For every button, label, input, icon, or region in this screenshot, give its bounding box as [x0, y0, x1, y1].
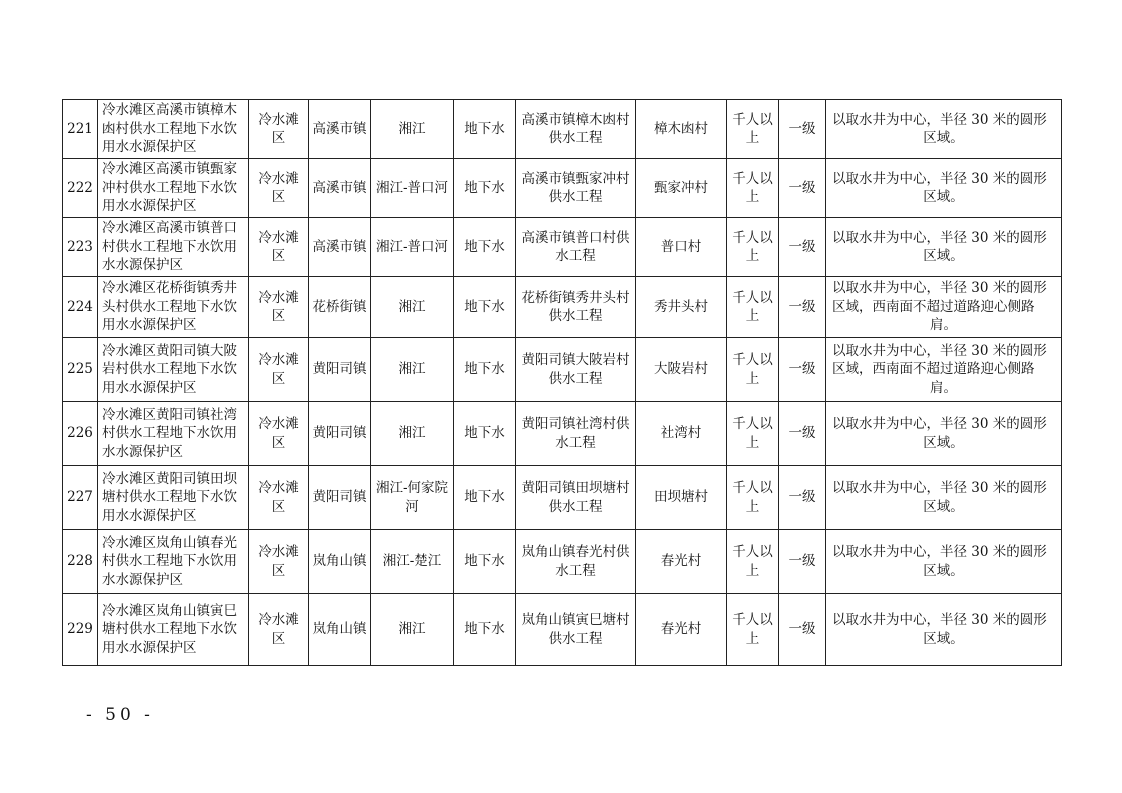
table-row — [63, 338, 1062, 402]
table-row — [63, 218, 1062, 277]
cell-water-type: 地下水 — [454, 402, 516, 466]
cell-source-name: 冷水滩区高溪市镇普口村供水工程地下水饮用水水源保护区 — [98, 218, 249, 277]
cell-project: 岚角山镇寅巳塘村供水工程 — [516, 594, 636, 666]
cell-town: 黄阳司镇 — [309, 466, 371, 530]
cell-village: 春光村 — [636, 530, 727, 594]
cell-source-name: 冷水滩区岚角山镇春光村供水工程地下水饮用水水源保护区 — [98, 530, 249, 594]
cell-town: 岚角山镇 — [309, 594, 371, 666]
cell-protection-range: 以取水井为中心，半径 30 米的圆形区域，西南面不超过道路迎心侧路肩。 — [826, 277, 1062, 338]
water-source-protection-table — [62, 99, 1062, 666]
table-row — [63, 277, 1062, 338]
cell-village: 田坝塘村 — [636, 466, 727, 530]
cell-number: 229 — [63, 594, 98, 666]
cell-town: 花桥街镇 — [309, 277, 371, 338]
cell-water-type: 地下水 — [454, 338, 516, 402]
cell-river: 湘江 — [371, 338, 454, 402]
table-body — [63, 100, 1062, 666]
cell-scale: 千人以上 — [727, 159, 779, 218]
cell-project: 高溪市镇甄家冲村供水工程 — [516, 159, 636, 218]
table-row — [63, 530, 1062, 594]
cell-district: 冷水滩区 — [249, 218, 309, 277]
cell-protection-range: 以取水井为中心，半径 30 米的圆形区域。 — [826, 100, 1062, 159]
cell-project: 花桥街镇秀井头村供水工程 — [516, 277, 636, 338]
cell-town: 黄阳司镇 — [309, 402, 371, 466]
cell-district: 冷水滩区 — [249, 277, 309, 338]
cell-water-type: 地下水 — [454, 277, 516, 338]
table-row — [63, 466, 1062, 530]
cell-village: 秀井头村 — [636, 277, 727, 338]
cell-level: 一级 — [779, 277, 826, 338]
cell-district: 冷水滩区 — [249, 466, 309, 530]
cell-village: 春光村 — [636, 594, 727, 666]
cell-village: 甄家冲村 — [636, 159, 727, 218]
cell-scale: 千人以上 — [727, 594, 779, 666]
cell-water-type: 地下水 — [454, 100, 516, 159]
cell-source-name: 冷水滩区高溪市镇樟木凼村供水工程地下水饮用水水源保护区 — [98, 100, 249, 159]
cell-source-name: 冷水滩区黄阳司镇社湾村供水工程地下水饮用水水源保护区 — [98, 402, 249, 466]
cell-river: 湘江 — [371, 100, 454, 159]
cell-number: 225 — [63, 338, 98, 402]
cell-protection-range: 以取水井为中心，半径 30 米的圆形区域。 — [826, 530, 1062, 594]
cell-level: 一级 — [779, 402, 826, 466]
cell-number: 228 — [63, 530, 98, 594]
cell-level: 一级 — [779, 159, 826, 218]
cell-protection-range: 以取水井为中心，半径 30 米的圆形区域。 — [826, 402, 1062, 466]
cell-level: 一级 — [779, 100, 826, 159]
table-row — [63, 402, 1062, 466]
cell-level: 一级 — [779, 530, 826, 594]
cell-village: 大陂岩村 — [636, 338, 727, 402]
cell-scale: 千人以上 — [727, 100, 779, 159]
cell-project: 黄阳司镇社湾村供水工程 — [516, 402, 636, 466]
cell-river: 湘江-普口河 — [371, 218, 454, 277]
cell-level: 一级 — [779, 338, 826, 402]
cell-project: 黄阳司镇大陂岩村供水工程 — [516, 338, 636, 402]
cell-river: 湘江-楚江 — [371, 530, 454, 594]
cell-village: 普口村 — [636, 218, 727, 277]
cell-water-type: 地下水 — [454, 594, 516, 666]
cell-source-name: 冷水滩区花桥街镇秀井头村供水工程地下水饮用水水源保护区 — [98, 277, 249, 338]
cell-river: 湘江 — [371, 594, 454, 666]
cell-project: 高溪市镇普口村供水工程 — [516, 218, 636, 277]
cell-river: 湘江 — [371, 277, 454, 338]
cell-town: 岚角山镇 — [309, 530, 371, 594]
cell-number: 221 — [63, 100, 98, 159]
cell-level: 一级 — [779, 594, 826, 666]
cell-river: 湘江-何家院河 — [371, 466, 454, 530]
cell-source-name: 冷水滩区高溪市镇甄家冲村供水工程地下水饮用水水源保护区 — [98, 159, 249, 218]
cell-water-type: 地下水 — [454, 530, 516, 594]
cell-source-name: 冷水滩区黄阳司镇田坝塘村供水工程地下水饮用水水源保护区 — [98, 466, 249, 530]
cell-scale: 千人以上 — [727, 402, 779, 466]
cell-district: 冷水滩区 — [249, 594, 309, 666]
cell-village: 樟木凼村 — [636, 100, 727, 159]
cell-number: 226 — [63, 402, 98, 466]
cell-source-name: 冷水滩区岚角山镇寅巳塘村供水工程地下水饮用水水源保护区 — [98, 594, 249, 666]
cell-river: 湘江-普口河 — [371, 159, 454, 218]
cell-water-type: 地下水 — [454, 466, 516, 530]
cell-scale: 千人以上 — [727, 277, 779, 338]
cell-number: 227 — [63, 466, 98, 530]
cell-protection-range: 以取水井为中心，半径 30 米的圆形区域。 — [826, 159, 1062, 218]
cell-number: 224 — [63, 277, 98, 338]
cell-project: 岚角山镇春光村供水工程 — [516, 530, 636, 594]
cell-town: 高溪市镇 — [309, 218, 371, 277]
cell-district: 冷水滩区 — [249, 338, 309, 402]
cell-level: 一级 — [779, 218, 826, 277]
page-number: - 50 - — [86, 705, 154, 725]
cell-source-name: 冷水滩区黄阳司镇大陂岩村供水工程地下水饮用水水源保护区 — [98, 338, 249, 402]
cell-scale: 千人以上 — [727, 338, 779, 402]
cell-town: 黄阳司镇 — [309, 338, 371, 402]
cell-river: 湘江 — [371, 402, 454, 466]
cell-water-type: 地下水 — [454, 159, 516, 218]
table-row — [63, 594, 1062, 666]
cell-district: 冷水滩区 — [249, 100, 309, 159]
cell-protection-range: 以取水井为中心，半径 30 米的圆形区域。 — [826, 594, 1062, 666]
cell-village: 社湾村 — [636, 402, 727, 466]
cell-district: 冷水滩区 — [249, 530, 309, 594]
cell-district: 冷水滩区 — [249, 159, 309, 218]
cell-scale: 千人以上 — [727, 530, 779, 594]
cell-scale: 千人以上 — [727, 218, 779, 277]
cell-project: 黄阳司镇田坝塘村供水工程 — [516, 466, 636, 530]
cell-water-type: 地下水 — [454, 218, 516, 277]
cell-scale: 千人以上 — [727, 466, 779, 530]
cell-town: 高溪市镇 — [309, 100, 371, 159]
cell-district: 冷水滩区 — [249, 402, 309, 466]
table-row — [63, 159, 1062, 218]
cell-number: 222 — [63, 159, 98, 218]
cell-town: 高溪市镇 — [309, 159, 371, 218]
table-row — [63, 100, 1062, 159]
cell-protection-range: 以取水井为中心，半径 30 米的圆形区域。 — [826, 466, 1062, 530]
cell-number: 223 — [63, 218, 98, 277]
cell-level: 一级 — [779, 466, 826, 530]
cell-project: 高溪市镇樟木凼村供水工程 — [516, 100, 636, 159]
cell-protection-range: 以取水井为中心，半径 30 米的圆形区域。 — [826, 218, 1062, 277]
cell-protection-range: 以取水井为中心，半径 30 米的圆形区域，西南面不超过道路迎心侧路肩。 — [826, 338, 1062, 402]
